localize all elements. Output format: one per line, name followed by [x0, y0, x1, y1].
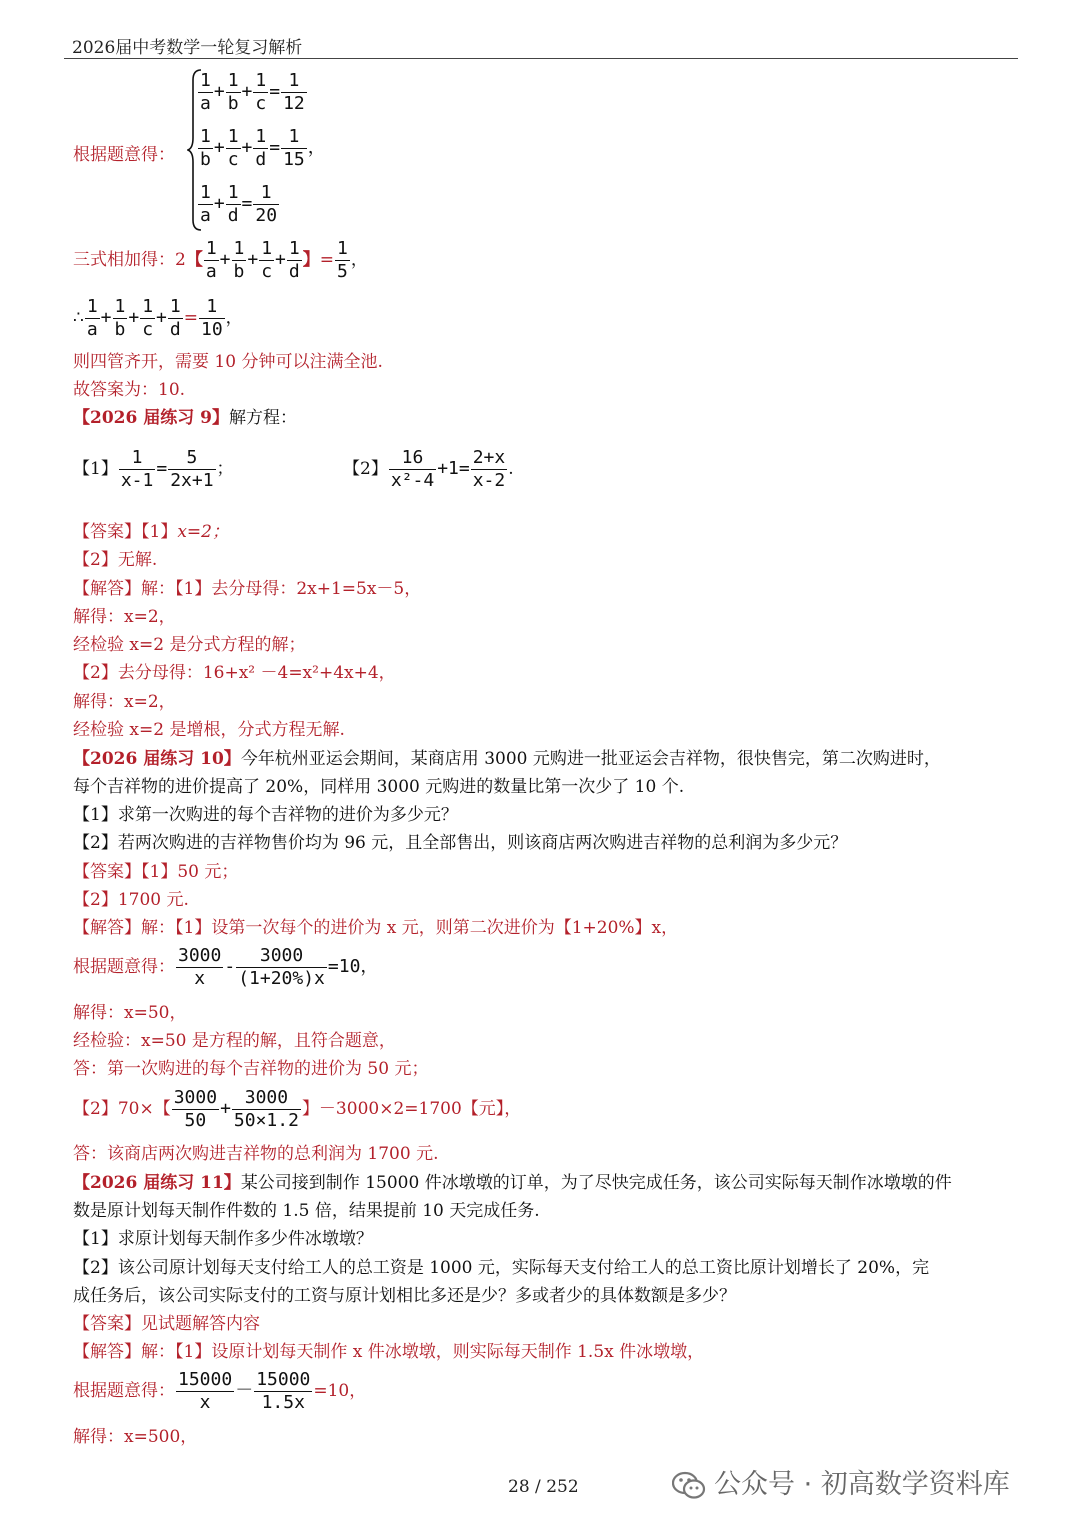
solution-line: 解得：x=2，: [73, 607, 176, 627]
system-eq-2: $\frac{1}{b}$ + $\frac{1}{c}$ + $\frac{1}{d}$ = $\frac{1}{15}$ ，: [200, 126, 326, 170]
answer-10-1: 【答案】【1】50 元；: [73, 862, 239, 882]
solution-equation-10: 根据题意得： $\frac{3000}{x}$ - $\frac{3000}{(1+20\%)x}$ =10，: [73, 945, 379, 989]
question-text: 【2】若两次购进的吉祥物售价均为 96 元，且全部售出，则该商店两次购进吉祥物的总利润为多少元？: [73, 833, 848, 853]
question-text: 数是原计划每天制作件数的 1.5 倍，结果提前 10 天完成任务.: [73, 1201, 540, 1221]
page-number: 28 / 252: [508, 1477, 579, 1497]
question-text: 每个吉祥物的进价提高了 20%，同样用 3000 元购进的数量比第一次少了 10 个.: [73, 777, 685, 797]
solution-line: 解得：x=50，: [73, 1003, 187, 1023]
question-9-title: 【2026 届练习 9】解方程：: [73, 408, 297, 428]
text-line: 则四管齐开，需要 10 分钟可以注满全池.: [73, 352, 383, 372]
question-text: 【2】该公司原计划每天支付给工人的总工资是 1000 元，实际每天支付给工人的总工资比原计划增长了 20%，完: [73, 1258, 930, 1278]
solution-line: 答：第一次购进的每个吉祥物的进价为 50 元；: [73, 1059, 429, 1079]
answer-9-2: 【2】无解.: [73, 550, 158, 570]
sum-line: 三式相加得：2【 $\frac{1}{a}$ + $\frac{1}{b}$ + $\frac{1}{c}$ + $\frac{1}{d}$ 】= $\frac{1}{5}$ ，: [73, 238, 368, 282]
system-eq-1: $\frac{1}{a}$ + $\frac{1}{b}$ + $\frac{1}{c}$ = $\frac{1}{12}$: [200, 70, 305, 114]
question-text: 【1】求第一次购进的每个吉祥物的进价为多少元？: [73, 805, 458, 825]
question-9-part-1: 【1】 $\frac{1}{x-1}$ = $\frac{5}{2x+1}$ ；: [73, 447, 234, 491]
text-line: 故答案为：10.: [73, 380, 186, 400]
watermark: 公众号 · 初高数学资料库: [672, 1462, 1010, 1501]
solution-line: 解得：x=500，: [73, 1427, 198, 1447]
solution-line: 经检验 x=2 是增根，分式方程无解.: [73, 720, 345, 740]
question-text: 【1】求原计划每天制作多少件冰墩墩？: [73, 1229, 373, 1249]
system-eq-3: $\frac{1}{a}$ + $\frac{1}{d}$ = $\frac{1}{20}$: [200, 182, 278, 226]
solution-equation-10-2: 【2】70×【 $\frac{3000}{50}$ + $\frac{3000}{50\times 1.2}$ 】－3000×2=1700【元】，: [73, 1087, 522, 1131]
solution-line: 答：该商店两次购进吉祥物的总利润为 1700 元.: [73, 1144, 439, 1164]
wechat-icon: [672, 1471, 706, 1501]
answer-9-1: 【答案】【1】x=2；: [73, 522, 229, 542]
question-11-title: 【2026 届练习 11】某公司接到制作 15000 件冰墩墩的订单，为了尽快完成任务，该公司实际每天制作冰墩墩的件: [73, 1173, 952, 1193]
question-10-title: 【2026 届练习 10】今年杭州亚运会期间，某商店用 3000 元购进一批亚运会吉祥物，很快售完，第二次购进时，: [73, 749, 941, 769]
answer-11: 【答案】见试题解答内容: [73, 1314, 260, 1334]
solution-line: 经检验 x=2 是分式方程的解；: [73, 635, 306, 655]
solution-line: 【2】去分母得：16+x² －4=x²+4x+4，: [73, 663, 396, 683]
page-header: 2026届中考数学一轮复习解析: [72, 38, 303, 58]
answer-10-2: 【2】1700 元.: [73, 890, 189, 910]
header-rule: [64, 58, 1018, 59]
solution-line: 经检验：x=50 是方程的解，且符合题意，: [73, 1031, 396, 1051]
solution-equation-11: 根据题意得： $\frac{15000}{x}$ － $\frac{15000}{1.5x}$ =10，: [73, 1369, 367, 1413]
solution-line: 解得：x=2，: [73, 692, 176, 712]
question-text: 成任务后，该公司实际支付的工资与原计划相比多还是少？多或者少的具体数额是多少？: [73, 1286, 736, 1306]
system-label: 根据题意得：: [73, 145, 175, 165]
solution-line: 【解答】解：【1】设原计划每天制作 x 件冰墩墩，则实际每天制作 1.5x 件冰墩墩，: [73, 1342, 705, 1362]
solution-line: 【解答】解：【1】设第一次每个的进价为 x 元，则第二次进价为【1+20%】x，: [73, 918, 679, 938]
therefore-line: ∴ $\frac{1}{a}$ + $\frac{1}{b}$ + $\frac{1}{c}$ + $\frac{1}{d}$ = $\frac{1}{10}$ ，: [73, 296, 243, 340]
question-9-part-2: 【2】 $\frac{16}{\text{x²-4}}$ +1= $\frac{2+x}{x-2}$ .: [343, 447, 514, 491]
solution-line: 【解答】解：【1】去分母得：2x+1=5x－5，: [73, 579, 422, 599]
